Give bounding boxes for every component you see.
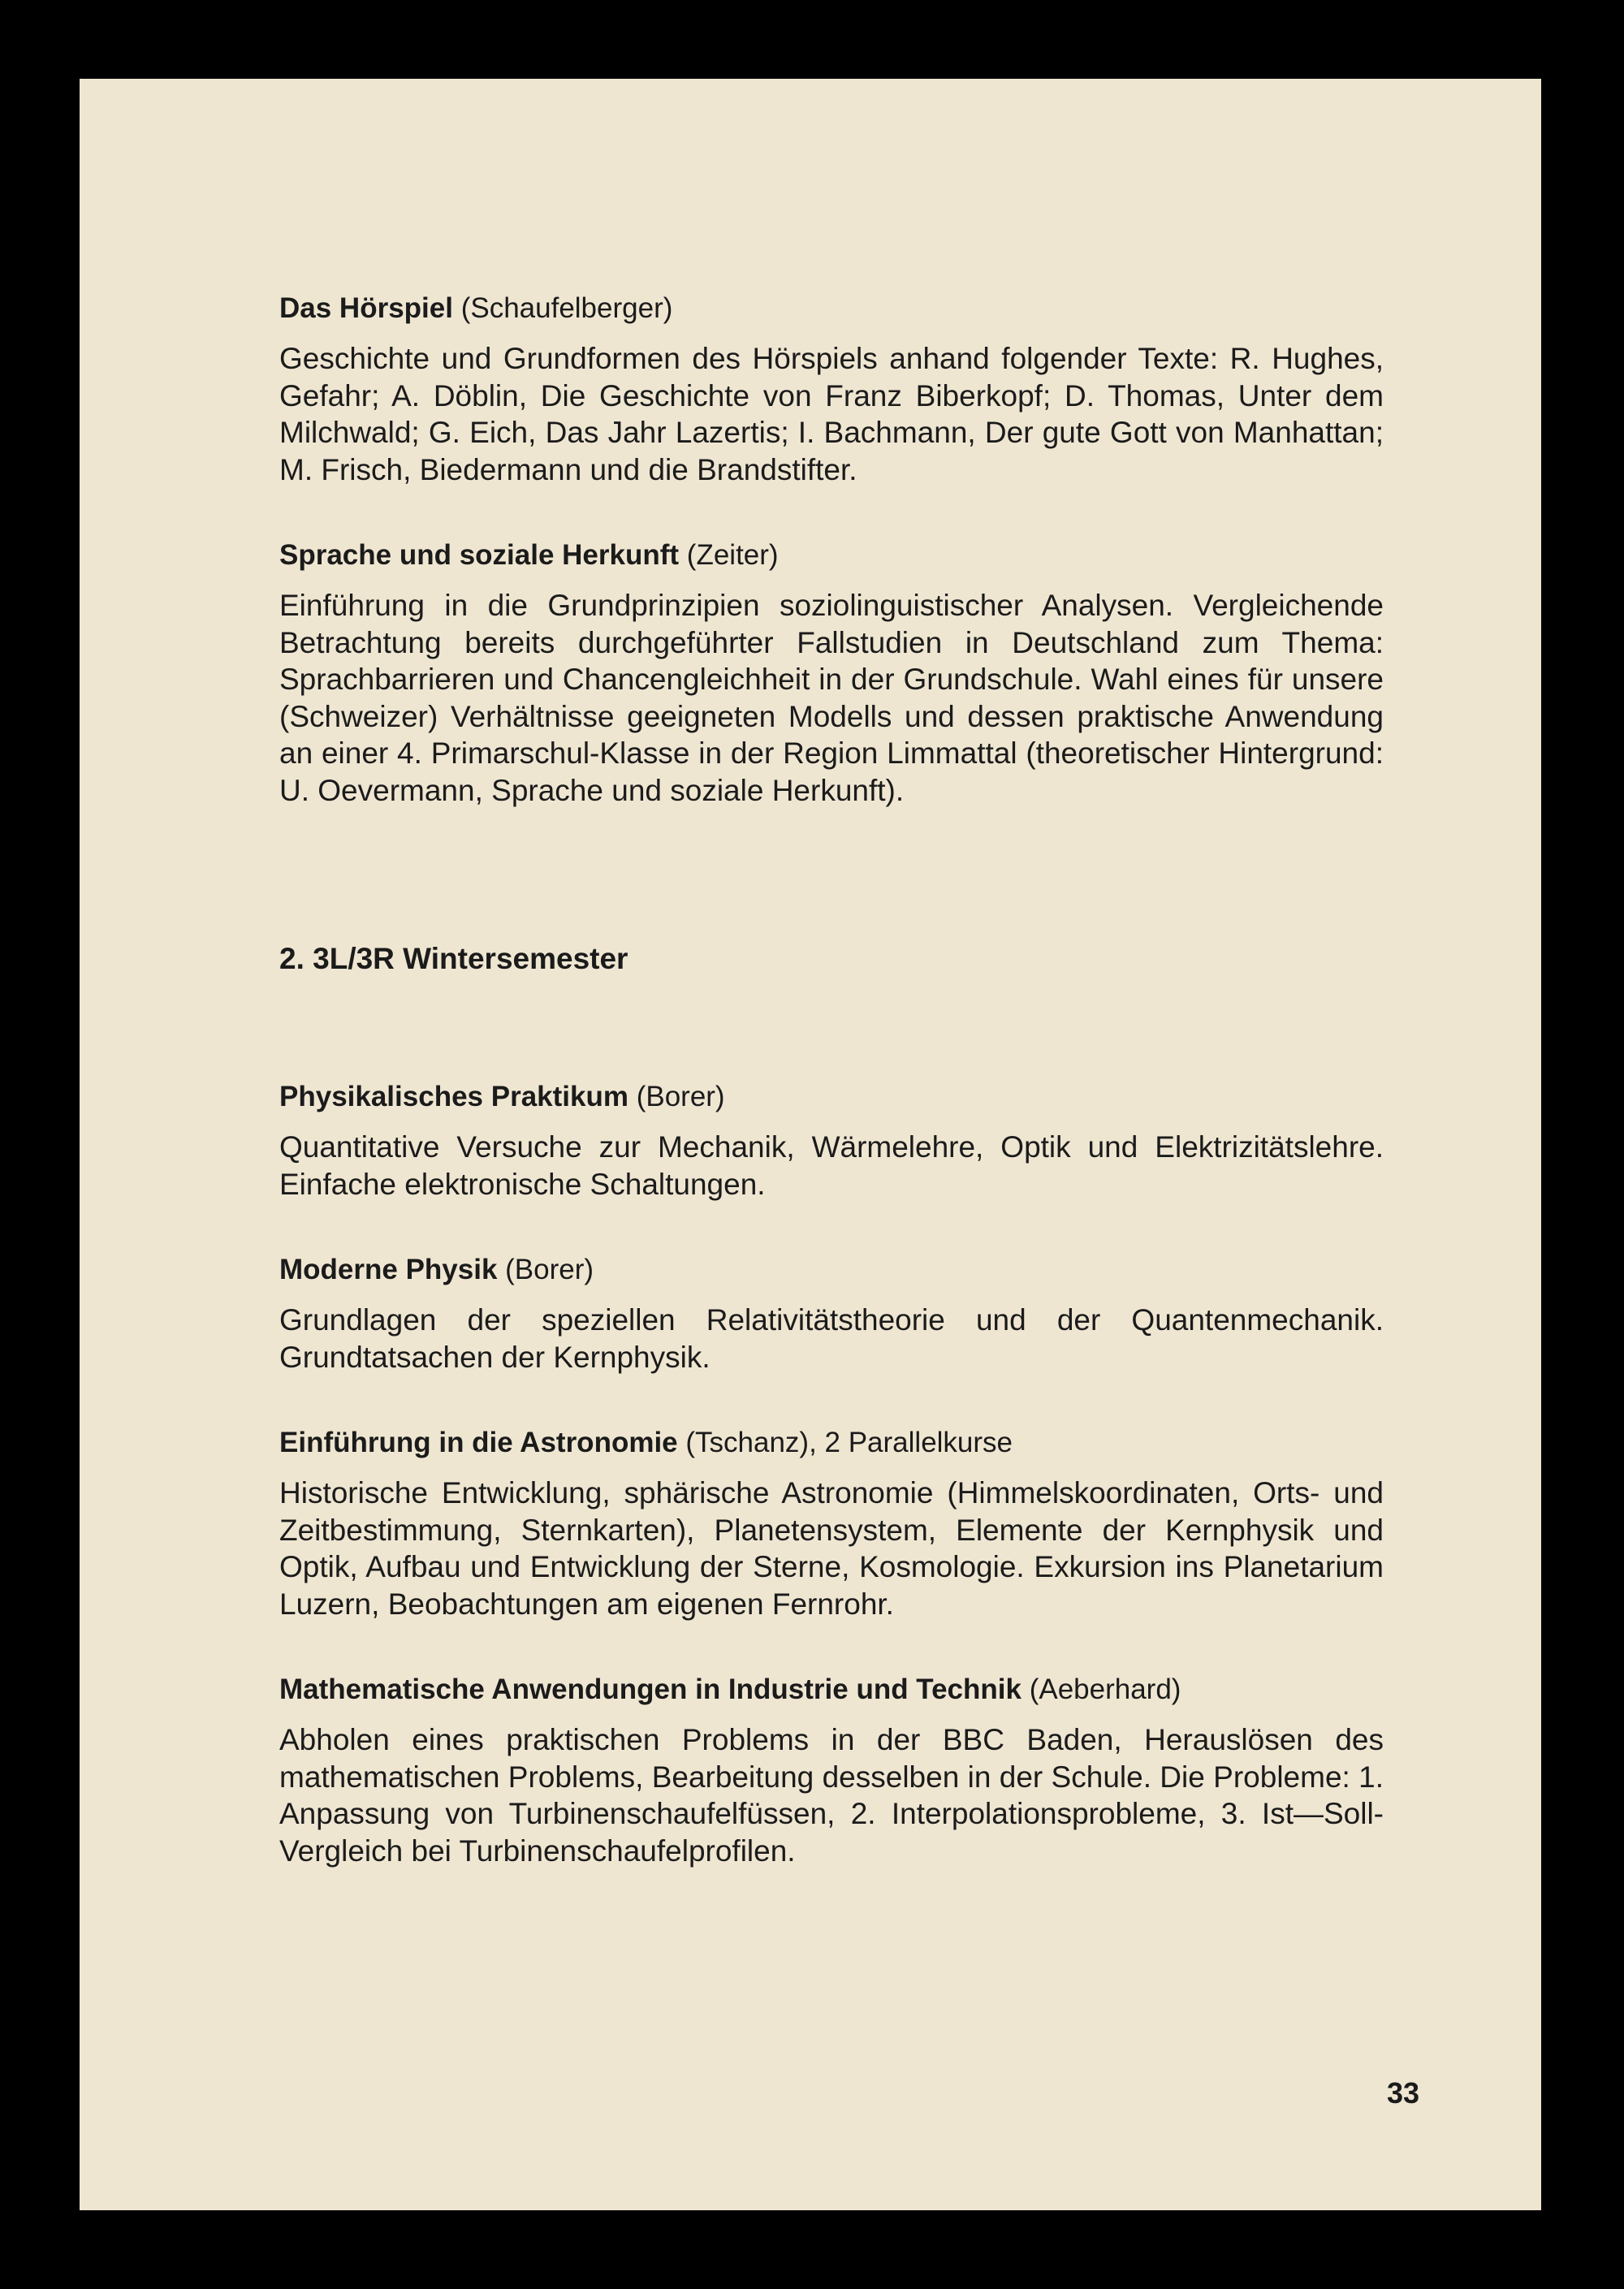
course-entry-sprache [279,535,1384,809]
course-description: Abholen eines praktischen Problems in der BBC Baden, Herauslösen des mathematischen Problems, Bearbeitung desselben in der Schule. Die Probleme: 1. Anpassung von Turbinenschaufelfüssen, 2. Interpolationsprobleme, 3. Ist—Soll-Vergleich bei Turbinenschaufelprofilen. [279,1723,1384,1868]
course-entry-mathematik [279,1669,1384,1869]
course-author: (Schaufelberger) [452,292,673,324]
course-author: (Zeiter) [679,539,779,571]
page-content [279,288,1384,1916]
page-number: 33 [1386,2076,1419,2110]
course-heading [279,1077,1384,1117]
course-author: (Borer) [497,1254,594,1285]
course-author: (Borer) [628,1081,725,1112]
course-heading [279,1250,1384,1290]
course-author: (Aeberhard) [1021,1674,1181,1705]
course-description: Quantitative Versuche zur Mechanik, Wärmelehre, Optik und Elektrizitätslehre. Einfache elektronische Schaltungen. [279,1130,1384,1201]
document-page [80,79,1541,2210]
course-entry-hoerspiel [279,288,1384,488]
course-entry-astronomie [279,1423,1384,1622]
course-description: Einführung in die Grundprinzipien soziolinguistischer Analysen. Vergleichende Betrachtung bereits durchgeführter Fallstudien in Deutschland zum Thema: Sprachbarrieren und Chancengleichheit in der Grundschule. Wahl eines für unsere (Schweizer) Verhältnisse geeigneten Modells und dessen praktische Anwendung an einer 4. Primarschul-Klasse in der Region Limmattal (theoretischer Hintergrund: U. Oevermann, Sprache und soziale Herkunft). [279,589,1384,807]
course-title: Moderne Physik [279,1254,498,1285]
course-heading [279,535,1384,576]
course-title: Physikalisches Praktikum [279,1081,628,1112]
course-title: Das Hörspiel [279,292,453,324]
course-heading [279,1423,1384,1463]
course-heading [279,288,1384,329]
course-author: (Tschanz), 2 Parallelkurse [677,1427,1013,1458]
course-entry-moderne-physik [279,1250,1384,1376]
course-description: Historische Entwicklung, sphärische Astronomie (Himmelskoordinaten, Orts- und Zeitbestimmung, Sternkarten), Planetensystem, Elemente der Kernphysik und Optik, Aufbau und Entwicklung der Sterne, Kosmologie. Exkursion ins Planetarium Luzern, Beobachtungen am eigenen Fernrohr. [279,1476,1384,1621]
course-title: Mathematische Anwendungen in Industrie und Technik [279,1674,1021,1705]
course-description: Geschichte und Grundformen des Hörspiels anhand folgender Texte: R. Hughes, Gefahr; A. Döblin, Die Geschichte von Franz Biberkopf; D. Thomas, Unter dem Milchwald; G. Eich, Das Jahr Lazertis; I. Bachmann, Der gute Gott von Manhattan; M. Frisch, Biedermann und die Brandstifter. [279,342,1384,486]
course-description: Grundlagen der speziellen Relativitätstheorie und der Quantenmechanik. Grundtatsachen der Kernphysik. [279,1303,1384,1374]
course-heading [279,1669,1384,1710]
course-title: Sprache und soziale Herkunft [279,539,680,571]
semester-heading: 2. 3L/3R Wintersemester [279,942,628,975]
course-entry-praktikum [279,1077,1384,1203]
course-title: Einführung in die Astronomie [279,1427,678,1458]
